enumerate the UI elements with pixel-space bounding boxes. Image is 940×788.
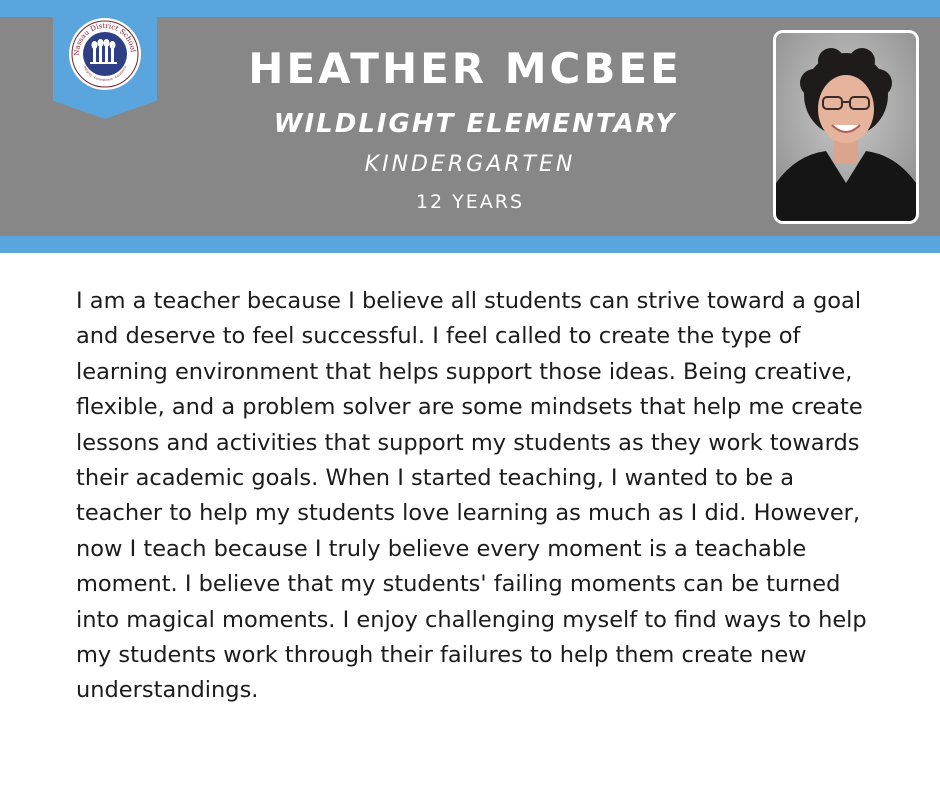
school-name: WILDLIGHT ELEMENTARY [273, 109, 677, 139]
teacher-photo [773, 30, 919, 224]
teacher-bio: I am a teacher because I believe all students can strive toward a goal and deserve to feel successful. I feel called to create the type of learning environment that helps support those ideas. Being creative, flexible, and a problem solver are some mindsets that help me create lessons and activities that support my students as they work towards their academic goals. When I started teaching, I wanted to be a teacher to help my students love learning as much as I did. However, now I teach because I truly believe every moment is a teachable moment. I believe that my students' failing moments can be turned into magical moments. I enjoy challenging myself to find ways to help my students work through their failures to help them create new understandings. [76, 288, 867, 704]
seal-bottom-text: Integrity · Commitment · Excellence [82, 65, 128, 83]
bottom-accent-stripe [0, 236, 940, 253]
years-of-service: 12 YEARS [415, 191, 525, 213]
teacher-name: HEATHER MCBEE [248, 44, 682, 93]
district-seal-logo [68, 17, 142, 91]
top-accent-stripe [0, 0, 940, 17]
grade-level: KINDERGARTEN [364, 152, 576, 177]
portrait-image [776, 33, 916, 221]
seal-top-text: Nassau District School [72, 21, 137, 56]
